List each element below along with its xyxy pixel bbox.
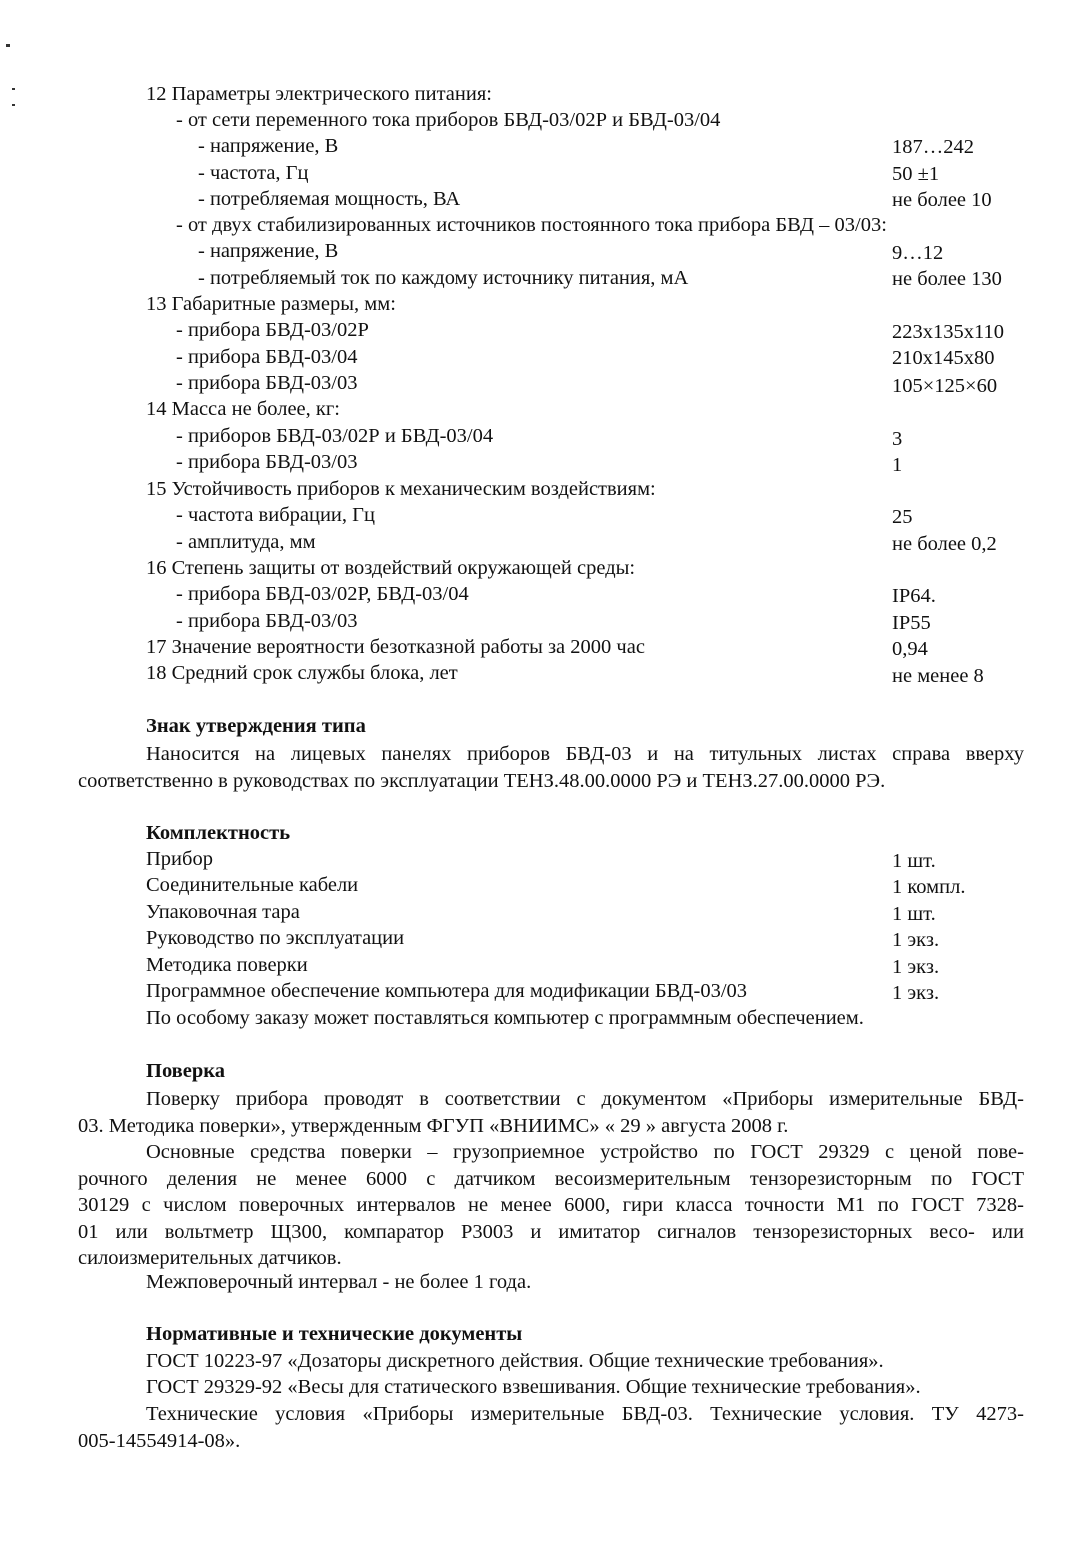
type-approval-line-2: соответственно в руководствах по эксплуатации ТЕНЗ.48.00.0000 РЭ и ТЕНЗ.27.00.0000 РЭ. [78,769,886,792]
normative-doc-3-line-1: Технические условия «Приборы измерительные БВД-03. Технические условия. ТУ 4273- [146,1403,1024,1425]
spec-value: 187…242 [892,136,974,158]
verification-p2-line: Основные средства поверки – грузоприемное устройство по ГОСТ 29329 с ценой пове- [146,1141,1024,1163]
normative-doc-3 [78,1401,1024,1454]
spec-value: 0,94 [892,638,928,660]
verification-p1-line-2: 03. Методика поверки», утвержденным ФГУП «ВНИИМС» « 29 » августа 2008 г. [78,1114,789,1137]
spec-label: - прибора БВД-03/04 [176,346,358,368]
spec-label: - частота, Гц [198,162,309,184]
normative-doc-3-line-2: 005-14554914-08». [78,1429,241,1452]
spec-label: - прибора БВД-03/03 [176,372,358,394]
completeness-item-value: 1 экз. [892,982,940,1004]
completeness-item-value: 1 экз. [892,956,940,978]
spec-label: - прибора БВД-03/02Р, БВД-03/04 [176,583,469,605]
spec-label: 18 Средний срок службы блока, лет [146,662,458,684]
normative-doc-1: ГОСТ 10223-97 «Дозаторы дискретного действия. Общие технические требования». [146,1350,884,1372]
spec-label: - напряжение, В [198,240,339,262]
completeness-item-label: Упаковочная тара [146,901,300,923]
spec-value: IP64. [892,585,936,607]
completeness-item-label: Программное обеспечение компьютера для модификации БВД-03/03 [146,980,748,1002]
spec-label: - от двух стабилизированных источников постоянного тока прибора БВД – 03/03: [176,214,887,236]
spec-label: - прибора БВД-03/03 [176,610,358,632]
completeness-item-value: 1 экз. [892,929,940,951]
verification-p1-line-1: Поверку прибора проводят в соответствии с документом «Приборы измерительные БВД- [146,1088,1024,1110]
spec-label: - прибора БВД-03/02Р [176,319,369,341]
completeness-item-value: 1 компл. [892,876,966,898]
spec-value: 3 [892,428,903,450]
completeness-note: По особому заказу может поставляться компьютер с программным обеспечением. [146,1007,864,1029]
spec-label: 12 Параметры электрического питания: [146,83,492,105]
spec-label: 17 Значение вероятности безотказной работы за 2000 час [146,636,645,658]
type-approval-line-1: Наносится на лицевых панелях приборов БВД-03 и на титульных листах справа вверху [146,743,1024,765]
type-approval-heading: Знак утверждения типа [146,715,366,737]
verification-p2-line: 01 или вольтметр Щ300, компаратор Р3003 и имитатор сигналов тензорезисторных весо- или [78,1220,1024,1243]
spec-label: - потребляемый ток по каждому источнику питания, мА [198,267,689,289]
completeness-heading: Комплектность [146,822,291,844]
spec-label: - частота вибрации, Гц [176,504,375,526]
verification-p2-line: рочного деления не менее 6000 с датчиком весоизмерительным тензорезисторным по ГОСТ [78,1167,1024,1190]
scan-speck [12,88,15,90]
completeness-item-label: Прибор [146,848,213,870]
spec-value: 50 ±1 [892,163,940,185]
verification-p2-line: 30129 с числом поверочных интервалов не менее 6000, гири класса точности М1 по ГОСТ 7328- [78,1194,1024,1216]
verification-p2-line: силоизмерительных датчиков. [78,1247,342,1269]
spec-label: 13 Габаритные размеры, мм: [146,293,396,315]
spec-value: не менее 8 [892,665,984,687]
completeness-item-label: Руководство по эксплуатации [146,927,405,949]
spec-value: не более 10 [892,189,992,211]
spec-value: не более 0,2 [892,533,997,555]
verification-heading: Поверка [146,1060,226,1082]
spec-value: IP55 [892,612,931,634]
spec-label: 15 Устойчивость приборов к механическим воздействиям: [146,478,656,500]
spec-label: - потребляемая мощность, ВА [198,188,461,210]
verification-paragraph-1 [78,1086,1024,1139]
spec-label: 14 Масса не более, кг: [146,398,340,420]
normative-doc-2: ГОСТ 29329-92 «Весы для статического взвешивания. Общие технические требования». [146,1376,921,1398]
spec-label: - амплитуда, мм [176,531,316,553]
spec-label: 16 Степень защиты от воздействий окружающей среды: [146,557,636,579]
spec-value: 25 [892,506,913,528]
spec-label: - приборов БВД-03/02Р и БВД-03/04 [176,425,494,447]
spec-value: 223х135х110 [892,321,1004,343]
spec-value: 210х145х80 [892,347,995,369]
verification-interval: Межповерочный интервал - не более 1 года. [146,1271,532,1293]
spec-value: 1 [892,454,903,476]
spec-value: 105×125×60 [892,375,998,397]
type-approval-paragraph [78,741,1024,794]
normative-heading: Нормативные и технические документы [146,1323,523,1345]
completeness-item-value: 1 шт. [892,903,936,925]
verification-paragraph-2 [78,1139,1024,1272]
scan-speck [12,104,15,106]
spec-label: - прибора БВД-03/03 [176,451,358,473]
completeness-item-label: Методика поверки [146,954,308,976]
completeness-item-label: Соединительные кабели [146,874,359,896]
spec-value: не более 130 [892,268,1002,290]
spec-label: - от сети переменного тока приборов БВД-03/02Р и БВД-03/04 [176,109,721,131]
completeness-item-value: 1 шт. [892,850,936,872]
scan-speck [6,44,10,47]
spec-value: 9…12 [892,242,944,264]
spec-label: - напряжение, В [198,135,339,157]
